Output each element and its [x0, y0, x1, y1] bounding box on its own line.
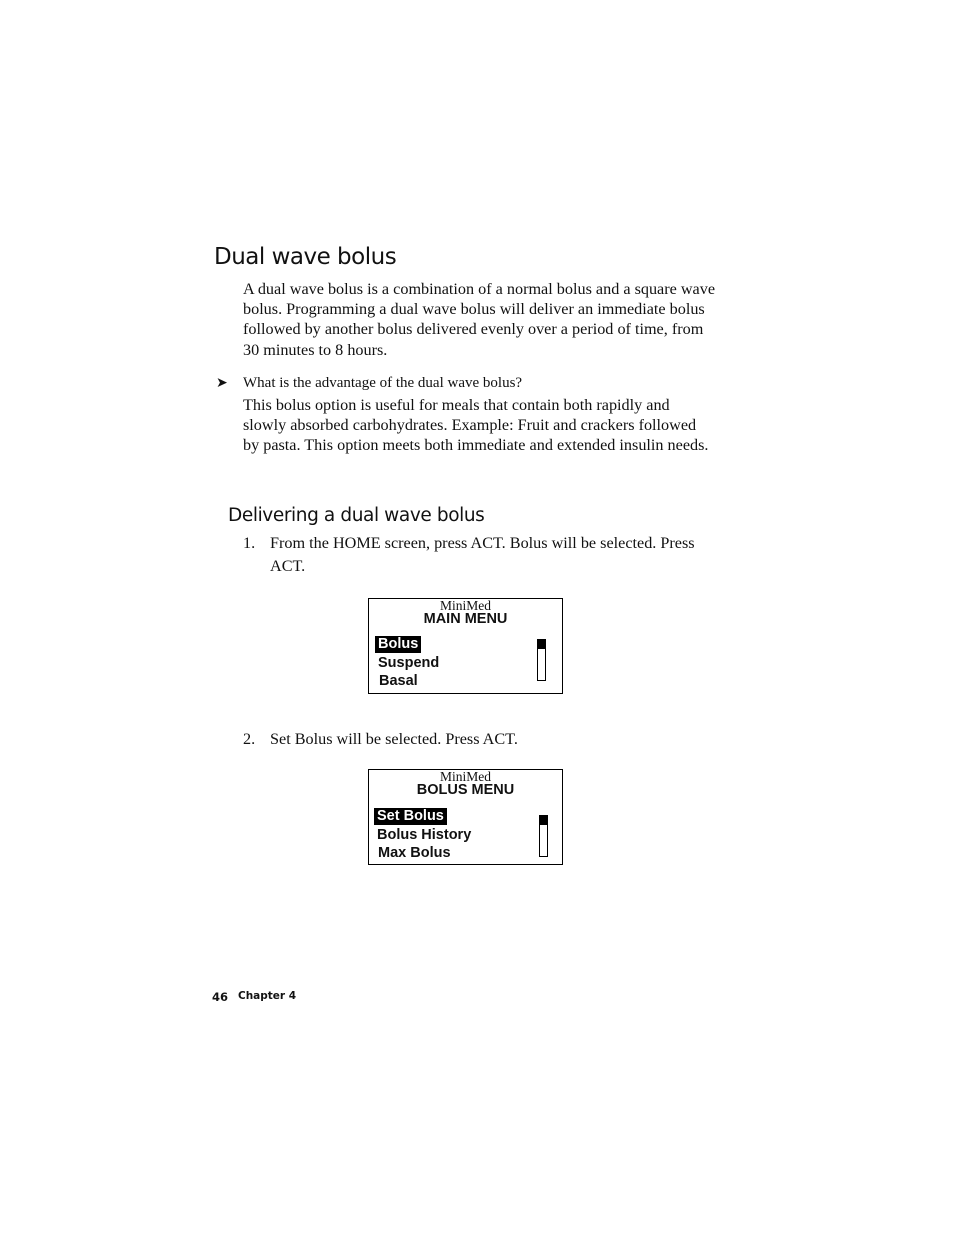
pump-screen-main-menu	[368, 598, 563, 694]
faq-question	[216, 373, 522, 394]
scrollbar	[537, 639, 546, 681]
menu-item-selected: Set Bolus	[374, 808, 447, 825]
screen-title: BOLUS MENU	[416, 782, 515, 798]
page-number: 46	[212, 990, 229, 1004]
subsection-heading: Delivering a dual wave bolus	[228, 505, 485, 526]
scrollbar-thumb	[538, 640, 545, 649]
screen-brand: MiniMed	[439, 598, 491, 613]
screen-title: MAIN MENU	[423, 611, 508, 627]
screen-brand: MiniMed	[439, 769, 491, 784]
pump-screen-bolus-menu	[368, 769, 563, 865]
step-number: 1.	[243, 534, 256, 552]
step-text: From the HOME screen, press ACT. Bolus will be selected. Press ACT.	[270, 534, 695, 575]
answer-paragraph: This bolus option is useful for meals that contain both rapidly and slowly absorbed carbohydrates. Example: Fruit and crackers followed by pasta. This option meets both immediate and extended insulin needs.	[243, 396, 709, 455]
step-number: 2.	[243, 730, 256, 748]
section-heading: Dual wave bolus	[214, 244, 397, 270]
scrollbar-thumb	[540, 816, 547, 825]
menu-item-selected: Bolus	[375, 636, 421, 653]
menu-item: Suspend	[378, 655, 440, 671]
menu-item: Bolus History	[377, 827, 472, 843]
intro-paragraph: A dual wave bolus is a combination of a normal bolus and a square wave bolus. Programming a dual wave bolus will deliver an immediate bolus followed by another bolus delivered evenly over a period of time, from 30 minutes to 8 hours.	[243, 280, 716, 359]
question-text: What is the advantage of the dual wave bolus?	[243, 375, 523, 391]
arrow-bullet-icon: ➤	[216, 376, 228, 391]
chapter-label: Chapter 4	[238, 990, 297, 1002]
step-text: Set Bolus will be selected. Press ACT.	[270, 730, 518, 748]
menu-item: Max Bolus	[378, 845, 451, 861]
menu-item: Basal	[379, 673, 418, 689]
scrollbar	[539, 815, 548, 857]
